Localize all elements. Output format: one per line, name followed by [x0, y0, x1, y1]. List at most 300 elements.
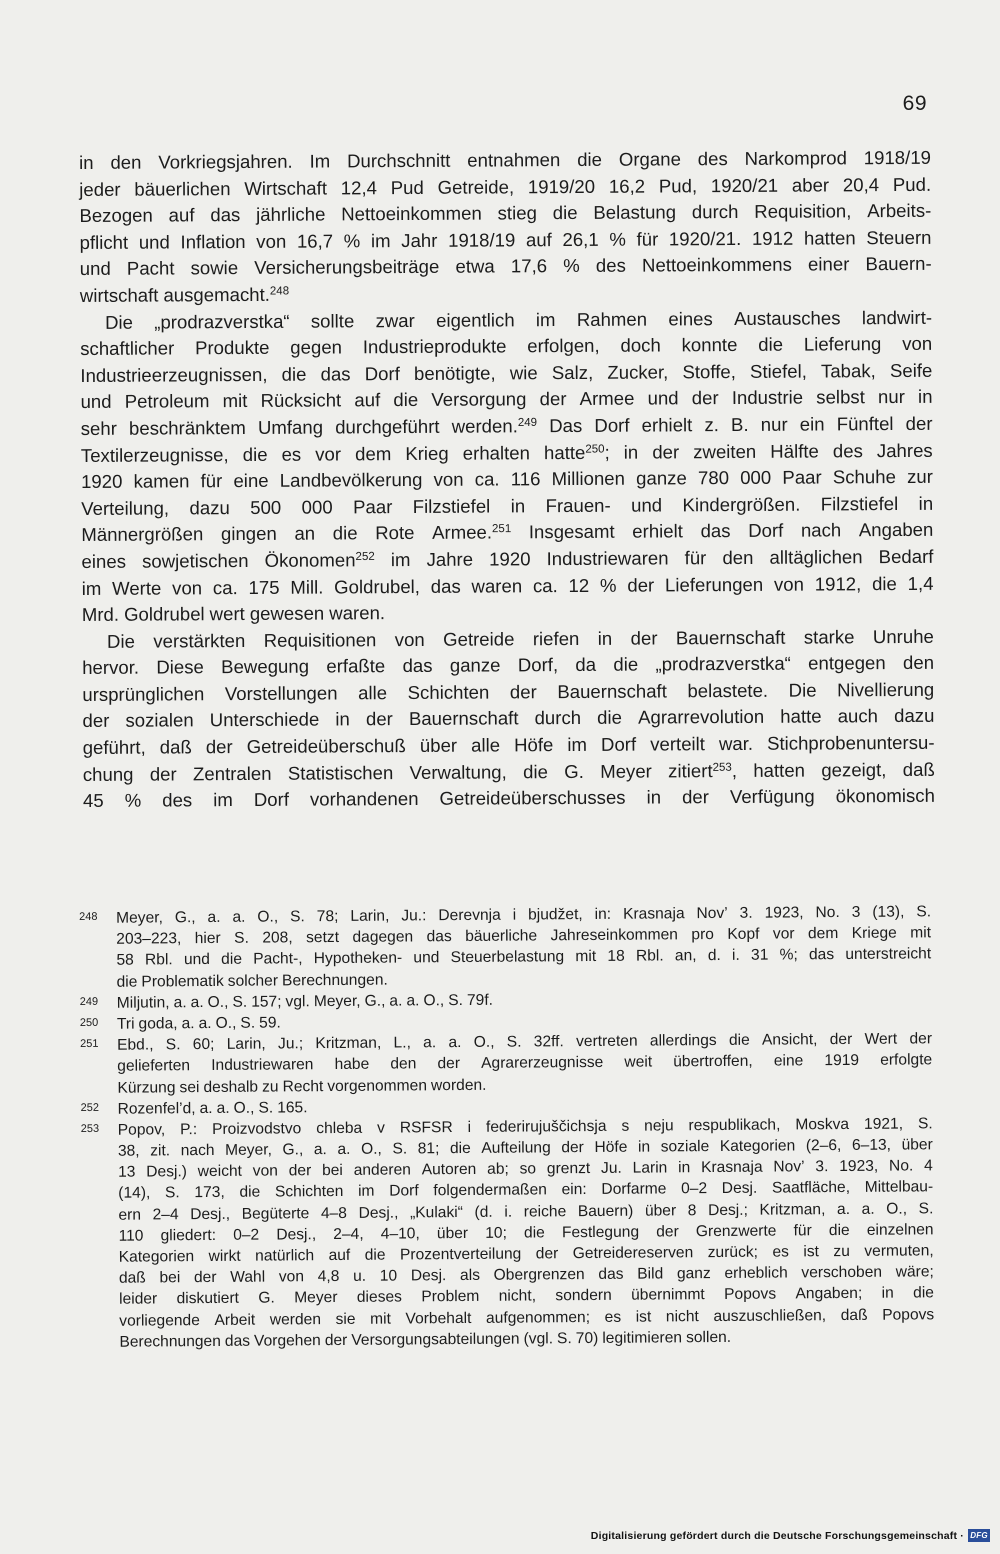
word: 175 [248, 576, 280, 598]
word: für [684, 547, 707, 569]
word: der [149, 763, 177, 785]
word: war. [718, 732, 754, 755]
word: Ansicht, [761, 1031, 818, 1049]
word: 4–8 [320, 1204, 348, 1222]
word: O., [473, 1033, 495, 1052]
word: 26,1 [562, 228, 599, 250]
word: den [902, 652, 935, 674]
word: S. [258, 1099, 274, 1117]
body-line [81, 464, 933, 496]
word: Vorgehen [253, 1331, 321, 1350]
footnote [81, 1113, 935, 1353]
word: 58 [116, 951, 134, 970]
word: vorliegende [119, 1311, 200, 1330]
word: Prozentverteilung [399, 1245, 522, 1264]
word: S. [392, 1140, 408, 1158]
word: das [426, 928, 452, 946]
word: Filzstiefel [412, 495, 491, 517]
word: respublikach, [688, 1116, 781, 1135]
body-text [79, 145, 935, 815]
footnote-reference[interactable]: 252 [355, 550, 375, 563]
word: Landbevölkerung [279, 469, 423, 491]
word: erfolgen, [527, 334, 600, 357]
word: der [535, 1245, 559, 1263]
word: Krasnaja [700, 1158, 763, 1177]
word: Goldrubel, [334, 575, 420, 597]
word: Popov, [117, 1121, 166, 1139]
word: die [613, 653, 639, 676]
word: erfaßte [326, 655, 386, 677]
word: S. [916, 903, 932, 921]
word: Männergrößen [81, 523, 204, 546]
word: waren [471, 574, 523, 597]
word: die [871, 572, 897, 594]
word: a. [313, 1141, 327, 1159]
word: goda, [138, 1015, 178, 1033]
word: Larin, [226, 1035, 266, 1053]
word: Grenzwerte [695, 1222, 777, 1240]
word: Desj.; [707, 1201, 748, 1219]
word: Schuhe [832, 466, 896, 488]
word: und [80, 391, 112, 413]
word: 16,7 [296, 230, 334, 252]
word: Frauen- [545, 494, 611, 516]
word: Pud. [892, 173, 932, 195]
word: geführt, [82, 736, 146, 759]
word: z. [704, 414, 719, 436]
word: die [828, 1221, 850, 1239]
word: gliedert: [160, 1226, 217, 1245]
word: 1918/19 [863, 146, 932, 169]
word: Stichprobenuntersu- [766, 731, 935, 754]
word: sollte [310, 309, 355, 332]
word: ab; [487, 1160, 509, 1179]
word: Desj. [721, 1180, 758, 1198]
word: Mill. [290, 576, 324, 598]
word: Jahres [876, 439, 933, 461]
footnote-reference[interactable]: 250 [585, 442, 605, 456]
word: es [604, 1308, 622, 1326]
word: Zentralen [192, 762, 272, 784]
footnote-number: 250 [79, 1016, 99, 1029]
word: zu [261, 1077, 279, 1096]
word: Wahl [230, 1268, 266, 1287]
word: Aufteilung [481, 1139, 551, 1157]
word: a. [337, 1140, 351, 1159]
word: vgl. [285, 992, 310, 1011]
word: Im [309, 150, 331, 172]
word: in [597, 627, 613, 649]
word: 000 [301, 496, 333, 518]
word: % [343, 230, 361, 252]
word: eine [773, 1052, 804, 1070]
word: 116 [510, 468, 541, 490]
word: a. [448, 1034, 462, 1052]
body-line [81, 544, 933, 576]
word: Popovs [882, 1305, 935, 1324]
word: Arbeits- [867, 199, 932, 222]
word: a. [861, 1200, 875, 1218]
word: a. [216, 1099, 230, 1117]
word: sowie [190, 257, 239, 279]
word: in [623, 441, 639, 463]
word: Industrieprodukte [362, 335, 507, 358]
word: durch [691, 201, 739, 223]
word: Versorgung [431, 388, 527, 411]
word: Nov’ [773, 1158, 805, 1176]
word: eines [668, 307, 713, 329]
word: Lieferung [803, 333, 882, 355]
word: 10; [485, 1224, 507, 1242]
word: 203–223, [116, 930, 182, 948]
word: und [413, 949, 440, 967]
word: Ju. [600, 1159, 622, 1178]
word: im [81, 577, 102, 599]
word: Obergrenzen [493, 1266, 585, 1284]
word: Desj.) [146, 1163, 188, 1181]
word: Salz, [551, 361, 594, 383]
word: ca. [532, 574, 558, 596]
word: Bauern- [865, 253, 932, 275]
word: Kriege [851, 924, 897, 943]
word: diskutiert [176, 1290, 240, 1308]
word: Ökonomen$^{252}$ [264, 549, 375, 571]
word: den [110, 151, 142, 173]
word: Umfang [257, 416, 324, 438]
word: Kategorien [719, 1137, 796, 1156]
word: daß [840, 1306, 868, 1324]
word: (2–6, [805, 1137, 842, 1155]
word: „prodrazverstka“ [655, 652, 791, 675]
word: erheblich [724, 1264, 788, 1283]
word: Meyer, [225, 1141, 272, 1159]
word: Angaben [858, 519, 934, 541]
word: ganz [676, 1265, 711, 1283]
word: an, [674, 947, 697, 965]
word: 500 [250, 496, 282, 518]
word: Dorfarme [601, 1180, 667, 1199]
word: auf [168, 204, 195, 226]
word: in [335, 708, 350, 730]
word: in [678, 1159, 691, 1177]
word: der [656, 1223, 679, 1241]
word: ganze [449, 654, 501, 677]
word: Goldrubel [123, 603, 205, 625]
body-line [83, 783, 935, 815]
word: S. [165, 1036, 181, 1054]
word: Jahreseinkommen [550, 926, 679, 945]
word: Kürzung [117, 1078, 176, 1097]
word: der [509, 681, 537, 703]
word: 12,4 [340, 176, 378, 198]
word: % [609, 228, 626, 250]
word: G., [364, 992, 386, 1010]
word: Krieg [405, 442, 449, 464]
word: a. [836, 1200, 851, 1218]
word: % [124, 789, 142, 811]
word: im [567, 733, 588, 756]
digitization-credit [591, 1529, 990, 1542]
word: ca. [474, 468, 500, 490]
word: die [597, 707, 623, 729]
word: Desj., [358, 1204, 399, 1222]
word: die [577, 148, 603, 170]
footnote-reference[interactable]: 248 [269, 285, 290, 298]
word: alle [358, 682, 388, 704]
word: Vorkriegsjahren. [158, 150, 293, 173]
word: der [681, 786, 709, 808]
word: Getreideüberschusses [439, 786, 626, 810]
word: S. [448, 991, 464, 1009]
word: Verwaltung, [409, 761, 507, 783]
word: Pacht [126, 257, 175, 280]
word: No. [888, 1157, 914, 1175]
word: 157; [251, 993, 282, 1011]
word: der [288, 1162, 312, 1180]
word: u. [352, 1267, 367, 1286]
word: Wirtschaft [244, 177, 328, 199]
word: Versicherungsbeiträge [254, 256, 440, 279]
word: 81; [417, 1140, 440, 1158]
word: 70) [575, 1329, 599, 1347]
word: a. [423, 1034, 437, 1052]
word: Autoren [421, 1161, 477, 1179]
word: Berechnungen [119, 1332, 221, 1351]
word: Angaben; [795, 1285, 863, 1303]
word: bei [159, 1269, 181, 1287]
word: Pud [390, 176, 424, 198]
word: Getreideüberschuß [246, 735, 406, 758]
word: vertreten [576, 1032, 638, 1051]
word: von [256, 230, 287, 252]
word: anderen [353, 1161, 411, 1180]
footnote-reference[interactable]: 251 [491, 523, 512, 536]
word: Krasnaja [622, 905, 685, 923]
word: zweiten [693, 440, 757, 462]
footnote-reference[interactable]: 253 [712, 761, 732, 774]
word: O., [233, 1099, 255, 1117]
word: 165. [277, 1098, 308, 1117]
word: a. [190, 993, 204, 1011]
dfg-logo: DFG [968, 1529, 990, 1542]
word: Bauernschaft [557, 680, 667, 702]
word: in: [594, 905, 612, 923]
word: sei [179, 1078, 200, 1096]
word: durch [534, 707, 582, 729]
footnote-reference[interactable]: 249 [517, 416, 538, 429]
word: P.: [179, 1120, 198, 1139]
word: Paar [353, 495, 393, 518]
word: L., [393, 1034, 411, 1052]
word: zitiert$^{253}$, [668, 759, 738, 782]
word: der [205, 736, 233, 758]
word: übernimmt [631, 1286, 705, 1305]
word: Ebd., [117, 1036, 154, 1054]
word: 38, [117, 1142, 140, 1160]
word: Bezogen [79, 204, 153, 227]
word: hier [194, 930, 221, 948]
word: 32ff. [533, 1033, 564, 1051]
word: (13), [872, 903, 905, 921]
footnote [80, 1028, 932, 1098]
word: ca. [212, 576, 238, 598]
word: und [138, 231, 170, 253]
word: es [281, 443, 302, 465]
word: v [377, 1119, 385, 1137]
word: pflicht [79, 231, 129, 253]
word: Kopf [727, 925, 760, 944]
word: verteilt [650, 733, 705, 755]
word: (d. [474, 1203, 493, 1221]
word: das [430, 575, 461, 597]
word: über [436, 1224, 469, 1243]
word: aufgenommen; [485, 1308, 591, 1327]
word: etwa [455, 255, 495, 278]
word: 1920 [489, 548, 531, 570]
word: über [901, 1136, 933, 1154]
word: Industrie [731, 386, 804, 409]
word: benötigte, [413, 362, 496, 384]
word: von [394, 628, 425, 650]
word: Kritzman, [315, 1034, 382, 1053]
word: beschränktem [128, 416, 246, 439]
word: unterstreicht [845, 945, 932, 964]
word: des [697, 148, 728, 170]
word: O., [215, 1014, 237, 1032]
word: auszuschließen, [713, 1306, 827, 1325]
word: von [278, 1268, 305, 1286]
word: grenzt [546, 1160, 591, 1178]
word: sowjetischen [141, 549, 249, 572]
word: a. [181, 1015, 195, 1033]
word: daß [159, 736, 192, 758]
word: ern [118, 1206, 142, 1224]
word: in [637, 1138, 651, 1156]
word: das [598, 1265, 624, 1284]
word: Ju.; [277, 1035, 304, 1053]
word: Paar [782, 466, 822, 488]
word: 8 [687, 1201, 697, 1219]
page-number: 69 [902, 92, 927, 115]
word: Bewegung [221, 655, 310, 678]
word: schaftlicher [80, 337, 175, 360]
word: 31 [750, 946, 769, 965]
word: S. [240, 1014, 256, 1032]
word: im [213, 789, 233, 811]
word: a. [232, 908, 246, 926]
word: Hälfte [770, 440, 819, 462]
word: das [808, 946, 835, 964]
word: 60; [192, 1036, 215, 1054]
word: Vorstellungen [224, 682, 338, 704]
word: verschoben [801, 1263, 883, 1282]
word: Requisition, [754, 200, 852, 223]
word: Moskva [795, 1115, 850, 1134]
word: Insgesamt [528, 521, 615, 543]
word: Unterschiede [209, 709, 320, 731]
word: sondern [555, 1287, 612, 1305]
word: auf [525, 228, 552, 251]
word: legitimieren [602, 1329, 683, 1347]
word: Recht [282, 1077, 324, 1095]
word: die [523, 760, 548, 782]
word: da [575, 654, 597, 676]
word: es [772, 1243, 789, 1261]
word: Problem [421, 1288, 480, 1306]
word: den [722, 546, 754, 568]
word: und [183, 951, 211, 969]
word: pro [691, 926, 714, 944]
word: vor [772, 925, 795, 943]
word: i. [504, 1203, 513, 1221]
word: die [364, 1246, 386, 1264]
word: federirujuščichsja [485, 1117, 607, 1136]
word: erfolgte [880, 1051, 933, 1070]
word: nur [760, 413, 788, 435]
word: 3 [851, 903, 861, 921]
word: O., [423, 991, 445, 1010]
word: Industriewaren [546, 547, 669, 570]
word: dieses [356, 1288, 402, 1307]
word: 3. [815, 1158, 829, 1176]
word: Miljutin, [116, 994, 170, 1012]
word: % [563, 255, 580, 277]
word: O., [207, 993, 229, 1011]
word: Mittelbau- [864, 1178, 934, 1197]
footnote-number: 251 [80, 1037, 99, 1051]
word: Steuern [866, 226, 932, 248]
word: 4–10, [380, 1225, 420, 1243]
word: Jahre [426, 548, 474, 570]
word: a. [207, 908, 221, 926]
word: Bauernschaft [408, 707, 519, 730]
word: das [402, 655, 433, 677]
word: 1920/21 [710, 174, 779, 196]
word: Dorf [364, 362, 400, 385]
word: Nivellierung [837, 678, 935, 701]
word: wirtschaft [79, 284, 159, 306]
word: 1921, [863, 1115, 904, 1133]
word: Rücksicht [260, 389, 342, 412]
body-line [83, 730, 935, 762]
word: leider [119, 1290, 158, 1309]
word: der [193, 1269, 217, 1287]
footnote-number: 248 [79, 910, 98, 923]
word: Popovs [724, 1285, 777, 1304]
word: hatte [780, 705, 822, 728]
word: für [636, 228, 659, 250]
word: S. [164, 1184, 180, 1202]
word: eine [233, 469, 269, 492]
word: Filzstiefel [820, 492, 899, 515]
word: No. [815, 904, 840, 922]
word: Rbl. [144, 951, 173, 969]
word: im [370, 229, 391, 251]
word: in [79, 151, 94, 173]
word: Schichten [274, 1183, 344, 1201]
word: übertroffen, [673, 1053, 753, 1071]
word: auch [837, 705, 879, 727]
body-line [80, 358, 932, 390]
word: Dorf [594, 414, 630, 436]
word: in [918, 492, 934, 514]
word: für [793, 1222, 812, 1240]
word: im [390, 548, 411, 571]
word: 1920 [80, 470, 123, 493]
word: Jahr [401, 229, 438, 251]
word: Unruhe [872, 625, 934, 647]
word: weicht [197, 1162, 243, 1181]
